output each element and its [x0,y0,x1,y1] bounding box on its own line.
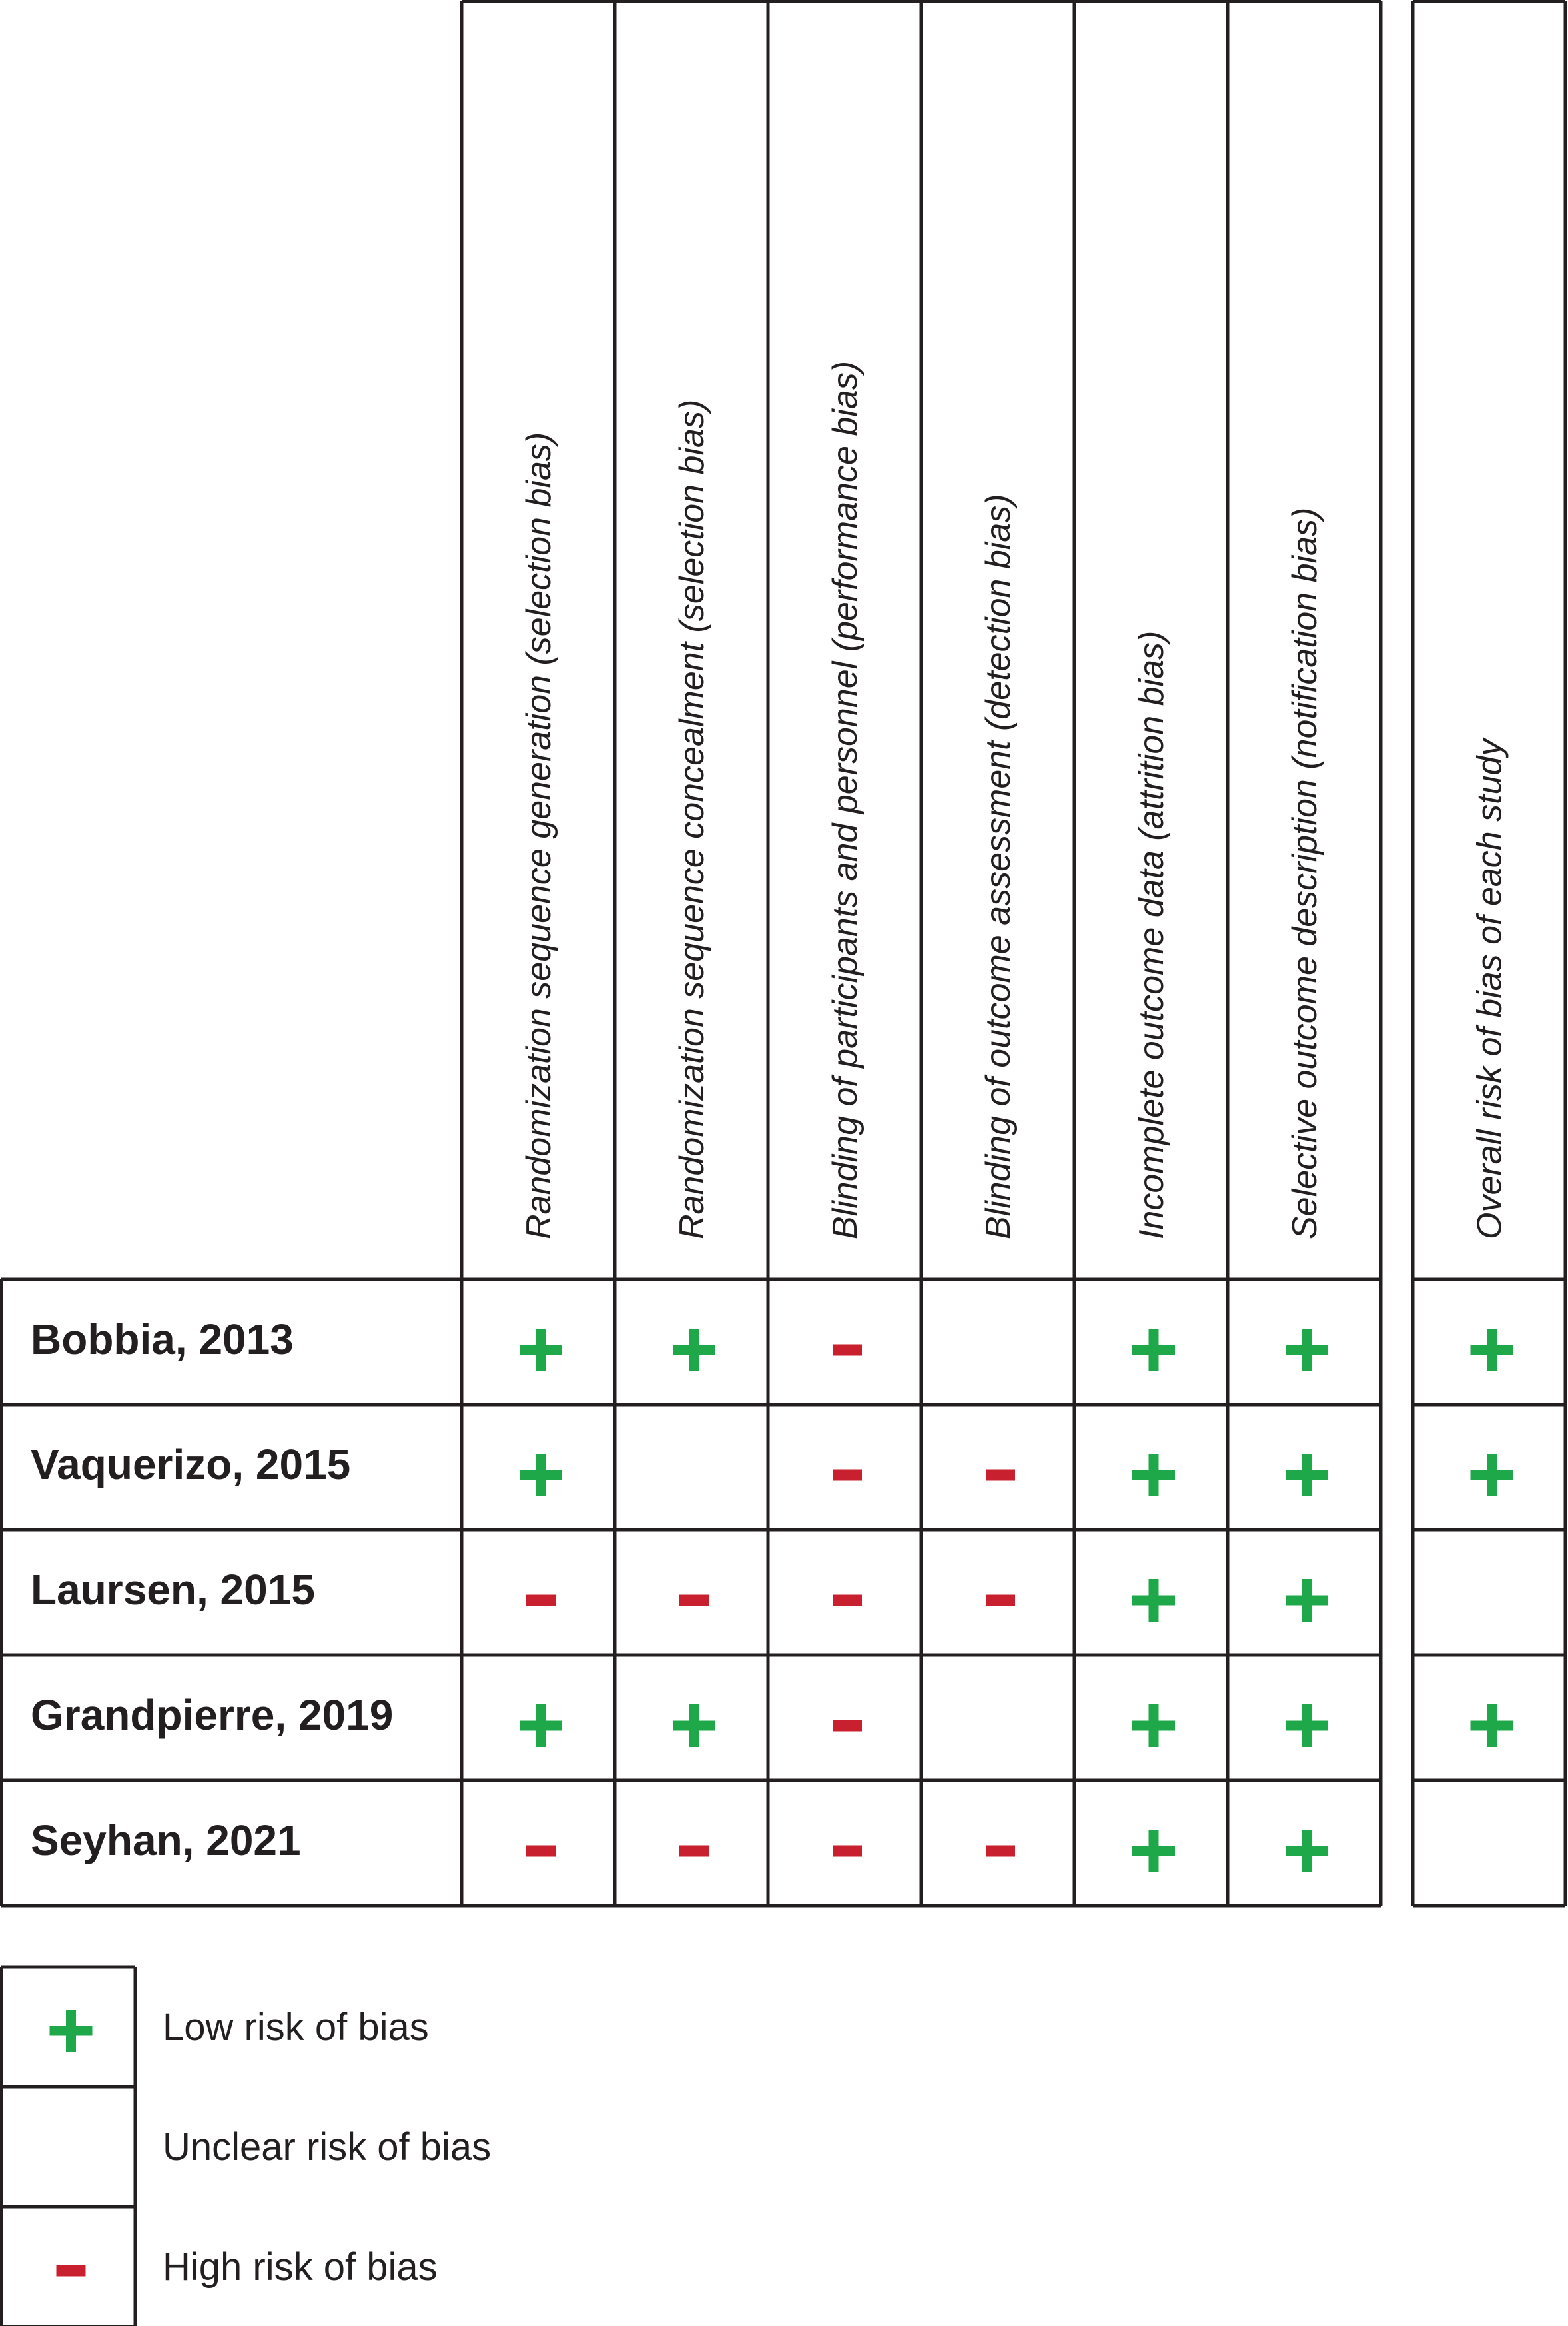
low-risk-plus-icon [1286,1704,1328,1747]
column-header-5: Incomplete outcome data (attrition bias) [1132,630,1171,1239]
column-header-3: Blinding of participants and personnel (performance bias) [826,360,865,1239]
risk-of-bias-table-grid [1,1,1565,1906]
column-header-1: Randomization sequence generation (selection bias) [520,432,558,1239]
legend-label: Low risk of bias [163,2006,429,2049]
table-row [31,1566,1328,1622]
table-row [31,1816,1328,1872]
low-risk-plus-icon [673,1704,715,1747]
low-risk-plus-icon [520,1329,562,1371]
low-risk-plus-icon [1286,1579,1328,1622]
low-risk-plus-icon [1286,1329,1328,1371]
legend [1,1967,491,2326]
high-risk-minus-icon [833,1846,862,1857]
legend-label: High risk of bias [163,2245,438,2289]
legend-item [57,2245,438,2289]
high-risk-minus-icon [986,1595,1015,1606]
column-header-2: Randomization sequence concealment (selection bias) [673,399,711,1239]
legend-item [50,2006,429,2052]
overall-low-risk-plus-icon [1471,1454,1513,1496]
low-risk-plus-icon [1286,1830,1328,1872]
table-row [31,1315,1513,1371]
low-risk-plus-icon [1132,1454,1175,1496]
high-risk-minus-icon [833,1470,862,1481]
legend-label: Unclear risk of bias [163,2125,492,2169]
high-risk-minus-icon [986,1470,1015,1481]
study-name: Bobbia, 2013 [31,1315,294,1363]
low-risk-plus-icon [520,1454,562,1496]
high-risk-minus-icon [526,1595,556,1606]
legend-plus-icon [50,2010,93,2052]
high-risk-minus-icon [679,1595,709,1606]
study-name: Laursen, 2015 [31,1566,315,1614]
low-risk-plus-icon [673,1329,715,1371]
low-risk-plus-icon [520,1704,562,1747]
high-risk-minus-icon [526,1846,556,1857]
legend-item [163,2125,491,2169]
low-risk-plus-icon [1132,1329,1175,1371]
low-risk-plus-icon [1286,1454,1328,1496]
high-risk-minus-icon [833,1595,862,1606]
low-risk-plus-icon [1132,1579,1175,1622]
column-header-4: Blinding of outcome assessment (detection bias) [979,494,1018,1239]
low-risk-plus-icon [1132,1830,1175,1872]
overall-low-risk-plus-icon [1471,1329,1513,1371]
high-risk-minus-icon [833,1345,862,1356]
low-risk-plus-icon [1132,1704,1175,1747]
column-headers [520,361,1509,1239]
study-rows [31,1315,1513,1872]
study-name: Grandpierre, 2019 [31,1691,394,1739]
study-name: Seyhan, 2021 [31,1816,301,1864]
study-name: Vaquerizo, 2015 [31,1441,351,1488]
high-risk-minus-icon [679,1846,709,1857]
legend-minus-icon [57,2265,86,2277]
column-header-6: Selective outcome description (notification bias) [1286,507,1324,1239]
overall-low-risk-plus-icon [1471,1704,1513,1747]
table-row [31,1691,1513,1747]
column-header-overall: Overall risk of bias of each study [1470,738,1509,1239]
high-risk-minus-icon [986,1846,1015,1857]
table-row [31,1441,1513,1496]
high-risk-minus-icon [833,1720,862,1732]
